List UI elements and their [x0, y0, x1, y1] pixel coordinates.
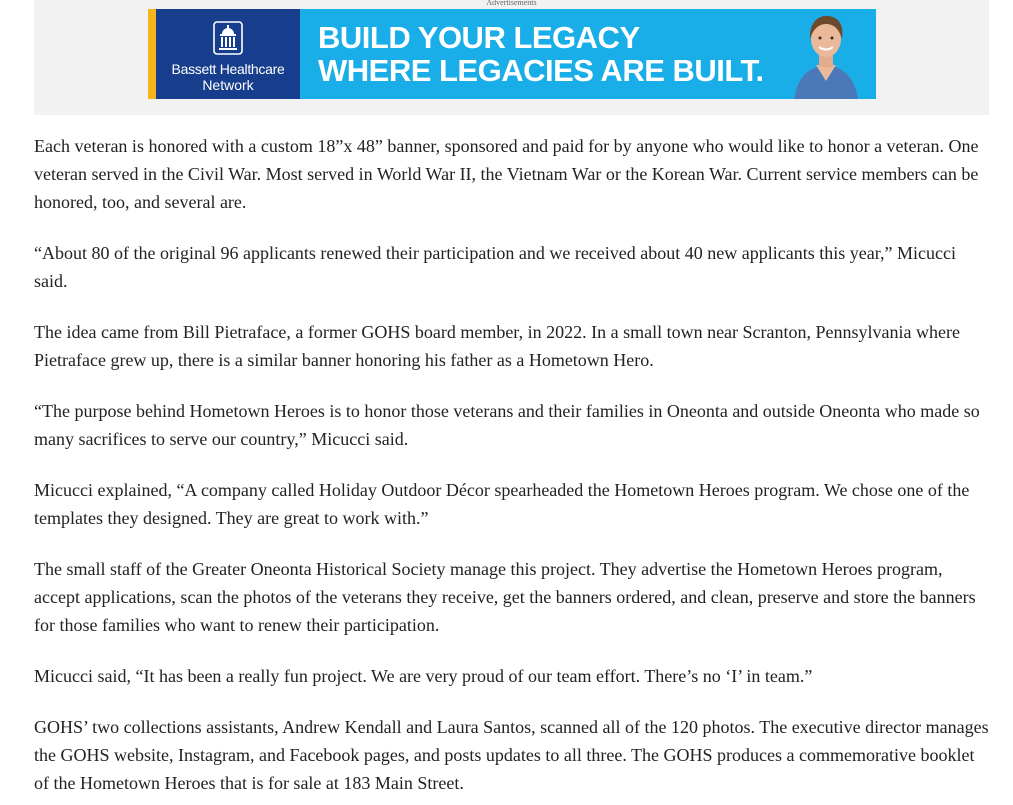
article-paragraph: Micucci explained, “A company called Holiday Outdoor Décor spearheaded the Hometown Heroes program. We chose one of the templates they designed. They are great to work with.”: [34, 480, 970, 528]
advertisement-zone: [34, 0, 989, 115]
article-body: [34, 132, 989, 805]
ad-accent-stripe: [148, 9, 156, 99]
ad-headline-line-1: BUILD YOUR LEGACY: [318, 20, 640, 55]
advertisement-label: Advertisements: [486, 0, 537, 7]
article-paragraph: Each veteran is honored with a custom 18”x 48” banner, sponsored and paid for by anyone who would like to honor a veteran. One veteran served in the Civil War. Most served in World War II, the Vietnam War or the Korean War. Current service members can be honored, too, and several are.: [34, 136, 979, 212]
ad-headline-line-2: WHERE LEGACIES ARE BUILT.: [318, 53, 764, 88]
building-logo-icon: [213, 21, 243, 55]
ad-brand-name: Bassett Healthcare: [171, 61, 285, 77]
article-paragraph: “The purpose behind Hometown Heroes is to honor those veterans and their families in Oneonta and outside Oneonta who made so many sacrifices to serve our country,” Micucci said.: [34, 401, 980, 449]
ad-brand-subtitle: Network: [202, 77, 254, 93]
article-paragraph: The idea came from Bill Pietraface, a former GOHS board member, in 2022. In a small town near Scranton, Pennsylvania where Pietraface grew up, there is a similar banner honoring his father as a Hometown Hero.: [34, 322, 960, 370]
article-paragraph: GOHS’ two collections assistants, Andrew Kendall and Laura Santos, scanned all of the 120 photos. The executive director manages the GOHS website, Instagram, and Facebook pages, and posts updates to all three. The GOHS produces a commemorative booklet of the Hometown Heroes that is for sale at 183 Main Street.: [34, 717, 989, 793]
ad-banner[interactable]: [148, 9, 876, 99]
article-paragraph: “About 80 of the original 96 applicants renewed their participation and we received about 40 new applicants this year,” Micucci said.: [34, 243, 956, 291]
ad-headline: [318, 21, 764, 87]
article-paragraph: Micucci said, “It has been a really fun project. We are very proud of our team effort. There’s no ‘I’ in team.”: [34, 666, 813, 686]
ad-brand-panel: [156, 9, 300, 99]
nurse-photo: [776, 9, 876, 99]
article-paragraph: The small staff of the Greater Oneonta Historical Society manage this project. They advertise the Hometown Heroes program, accept applications, scan the photos of the veterans they receive, get the banners ordered, and clean, preserve and store the banners for those families who want to renew their participation.: [34, 559, 976, 635]
